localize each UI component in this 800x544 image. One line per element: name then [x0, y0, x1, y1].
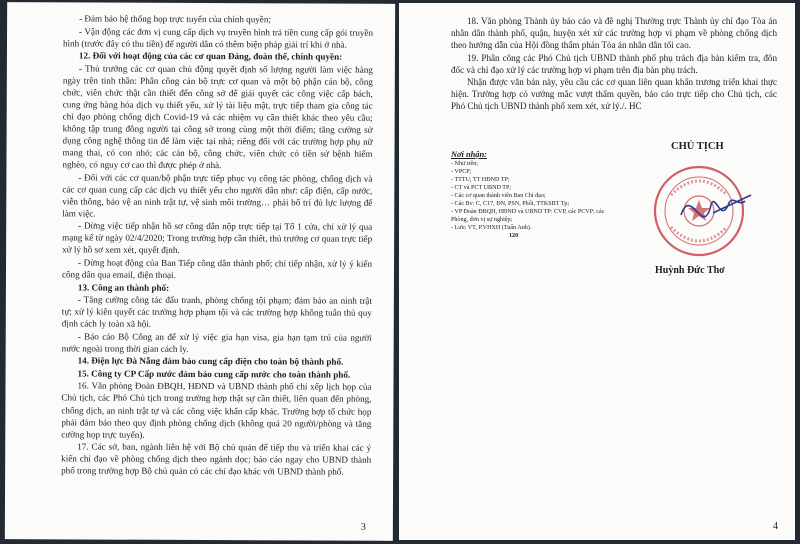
signer-name: Huỳnh Đức Thơ — [655, 265, 725, 276]
recipient-item: - VPCP; — [451, 169, 472, 176]
recipient-item: - Các cơ quan thành viên Ban Chỉ đạo; — [451, 193, 546, 200]
section-heading: 15. Công ty CP Cấp nước đảm bảo cung cấp nước cho toàn thành phố. — [77, 368, 351, 380]
paragraph: - Đảm bảo hệ thống họp trực tuyến của chính quyền; — [79, 13, 271, 25]
page-number: 3 — [360, 521, 366, 533]
page-number: 4 — [773, 521, 778, 532]
section-heading: 14. Điện lực Đà Nẵng đảm bảo cung cấp điện cho toàn bộ thành phố. — [77, 355, 344, 367]
document-page-4 — [399, 3, 795, 540]
paragraph: - Dừng hoạt động của Ban Tiếp công dân thành phố; chỉ tiếp nhận, xử lý ý kiến công dân qua email, điện thoại. — [61, 257, 373, 280]
paragraph: 19. Phân công các Phó Chủ tịch UBND thành phố phụ trách địa bàn kiểm tra, đôn đốc và chỉ đạo xử lý các trường hợp vi phạm trên địa bàn phụ trách. — [451, 52, 777, 75]
paragraph: 18. Văn phòng Thành ủy báo cáo và đề nghị Thường trực Thành ủy chỉ đạo Tòa án nhân dân thành phố, quận, huyện xét xử các trường hợp vi phạm về phòng chống dịch theo hướng dẫn của Hội đồng thẩm phán Tòa án nhân dân tối cao. — [451, 16, 777, 51]
paragraph: Nhận được văn bản này, yêu cầu các cơ quan liên quan khẩn trương triển khai thực hiện. Trường hợp có vướng mắc vượt thẩm quyền, báo cáo trực tiếp cho Chủ tịch, các Phó Chủ tịch UBND thành phố xem xét, xử lý./. HC — [451, 77, 777, 112]
document-page-3 — [5, 2, 395, 541]
recipients-note: 120 — [509, 233, 519, 240]
recipient-item: - VP Đoàn ĐBQH, HĐND và UBND TP: CVP, các PCVP; các Phòng, đơn vị sự nghiệp; — [451, 209, 605, 224]
recipient-item: - TTTU, TT HĐND TP; — [451, 177, 510, 184]
recipients-title: Nơi nhận: — [451, 150, 487, 159]
recipient-item: - Các Bv: C, C17, ĐN, PSN, Phổi, TTKSBT Tp; — [451, 201, 570, 208]
paragraph: 16. Văn phòng Đoàn ĐBQH, HĐND và UBND thành phố chỉ xếp lịch họp của Chủ tịch, các Phó Chủ tịch trong trường hợp thật sự cần thiết, liên quan đến phòng, chống dịch, an ninh trật tự và các công việc khẩn cấp khác. Trường hợp tổ chức họp phải đảm bảo theo quy định phòng chống dịch (không quá 20 người/phòng và tăng cường họp trực tuyến). — [61, 380, 372, 440]
signature-block — [451, 141, 777, 289]
page-3-body — [61, 12, 373, 478]
signature-area — [623, 141, 773, 291]
recipients-list — [451, 149, 621, 240]
paragraph: - Dừng việc tiếp nhận hồ sơ công dân nộp trực tiếp tại Tổ 1 cửa, chỉ xử lý qua mạng kể từ ngày 02/4/2020; Trong trường hợp cần thiết, thủ trưởng cơ quan trực tiếp xử lý hồ sơ xem xét, quyết định. — [62, 220, 373, 256]
paragraph: - Đối với các cơ quan/bộ phận trực tiếp phục vụ công tác phòng, chống dịch và các cơ quan cung cấp các dịch vụ thiết yếu cho người dân như: cấp điện, cấp nước, viễn thông, bảo vệ an ninh trật tự, vệ sinh môi trường… phải bố trí đủ lực lượng để làm việc. — [62, 172, 373, 219]
section-heading: 13. Công an thành phố: — [77, 281, 170, 293]
recipient-item: - CT và PCT UBND TP; — [451, 185, 512, 192]
page-4-body — [451, 15, 777, 276]
recipient-item: - Như trên; — [451, 161, 478, 167]
paragraph: - Thủ trưởng các cơ quan chủ động quyết định số lượng người làm việc hàng ngày trên tinh thần: Phân công cán bộ trực cơ quan và một bộ phận cán bộ, công chức, viên chức thật cần thiết đến công sở để giải quyết các công việc cấp bách, cung ứng hàng hóa dịch vụ thiết yếu, xử lý tài liệu mật, trực tiếp tham gia công tác chỉ đạo phòng chống dịch Covid-19 và các nhiệm vụ cần thiết khác theo yêu cầu; không tập trung đông người tại công sở trong cùng một thời điểm; tăng cường sử dụng công nghệ thông tin để làm việc tại nhà; riêng đối với các trường hợp phụ nữ mang thai, có con nhỏ; các cán bộ, công chức, viên chức có tiền sử bệnh hiểm nghèo, có nguy cơ cao thì được phép ở nhà. — [62, 63, 373, 171]
paragraph: - Tăng cường công tác đấu tranh, phòng chống tội phạm; đảm bảo an ninh trật tự; xử lý kiên quyết các trường hợp phạm tội và các trường hợp không tuân thủ quy định cách ly toàn xã hội. — [61, 294, 372, 329]
paragraph: - Vận động các đơn vị cung cấp dịch vụ truyền hình trả tiền cung cấp gói truyền hình (trước đây có thu tiền) để người dân có thêm biện pháp giải trí khi ở nhà. — [62, 26, 374, 50]
section-heading: 12. Đối với hoạt động của các cơ quan Đảng, đoàn thể, chính quyền: — [78, 50, 343, 62]
paragraph: - Báo cáo Bộ Công an để xử lý việc gia hạn visa, gia hạn tạm trú của người nước ngoài trong thời gian cách ly. — [61, 331, 372, 354]
signer-title: CHỦ TỊCH — [671, 141, 724, 152]
recipient-item: - Lưu: VT, P.VHXH (Tuấn Anh). — [451, 225, 532, 232]
paragraph: 17. Các sở, ban, ngành liên hệ với Bộ chủ quản để tiếp thu và triển khai các ý kiến chỉ đạo về phòng chống dịch theo ngành dọc; báo cáo ngay cho UBND thành phố trong trường hợp Bộ chủ quản có các chỉ đạo khác với UBND thành phố. — [61, 441, 372, 477]
official-seal-icon — [651, 155, 761, 263]
